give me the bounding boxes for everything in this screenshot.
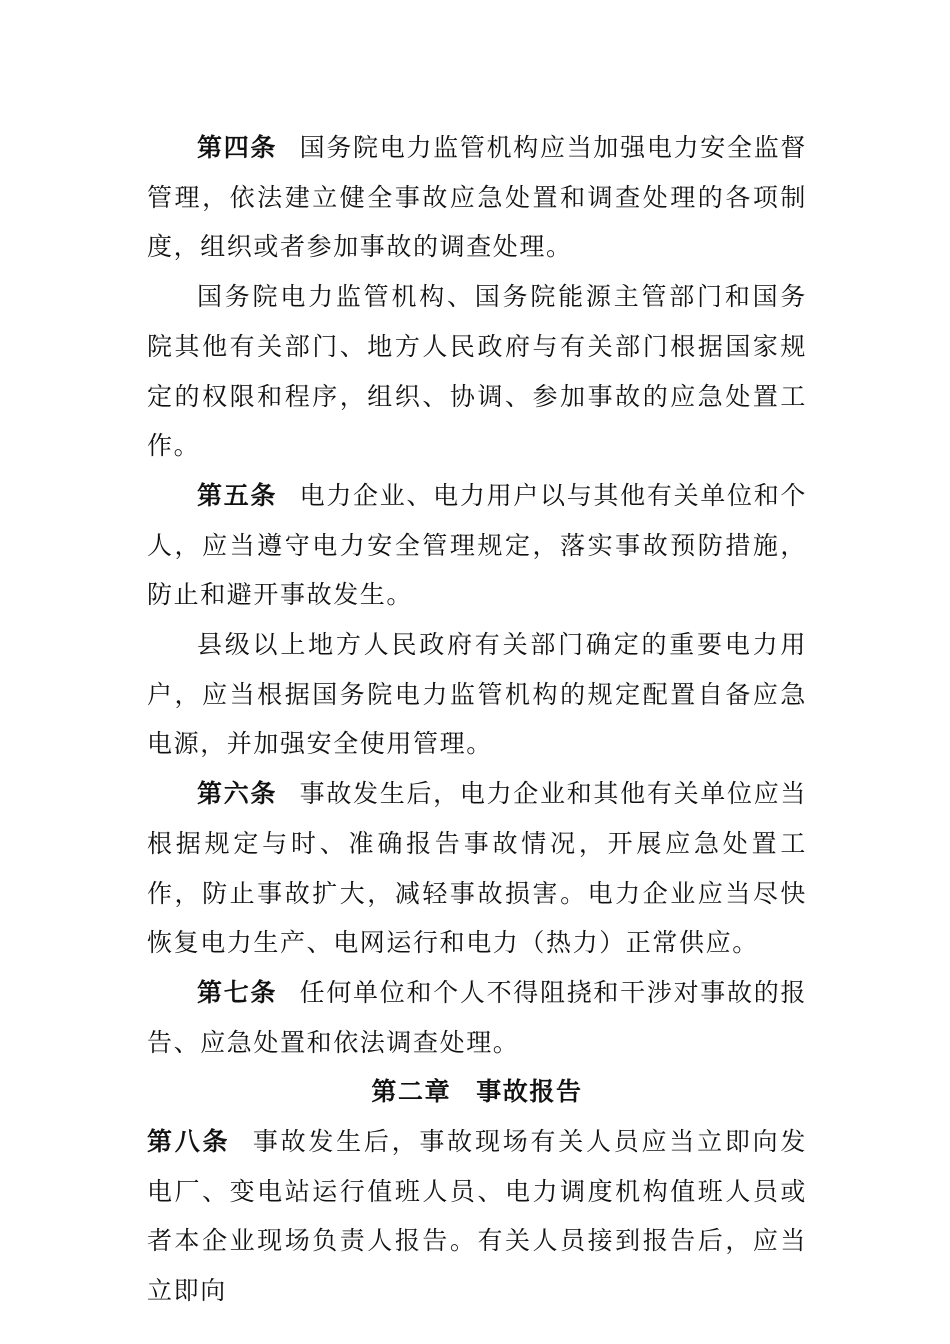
article-7-label: 第七条 bbox=[197, 977, 278, 1007]
chapter-number: 第二章 bbox=[371, 1077, 452, 1107]
article-5-label: 第五条 bbox=[197, 480, 278, 510]
article-7-text: 任何单位和个人不得阻挠和干涉对事故的报告、应急处置和依法调查处理。 bbox=[147, 977, 807, 1057]
article-5-paragraph-2: 县级以上地方人民政府有关部门确定的重要电力用户，应当根据国务院电力监管机构的规定配置自备应急电源，并加强安全使用管理。 bbox=[147, 630, 807, 759]
chapter-title: 事故报告 bbox=[476, 1077, 583, 1107]
article-4-text: 国务院电力监管机构应当加强电力安全监督管理，依法建立健全事故应急处置和调查处理的各项制度，组织或者参加事故的调查处理。 bbox=[147, 133, 807, 262]
chapter-heading bbox=[147, 1067, 807, 1117]
article-8 bbox=[147, 1117, 807, 1316]
article-6-text: 事故发生后，电力企业和其他有关单位应当根据规定与时、准确报告事故情况，开展应急处置工作，防止事故扩大，减轻事故损害。电力企业应当尽快恢复电力生产、电网运行和电力（热力）正常供应。 bbox=[147, 779, 807, 958]
article-4-paragraph-2: 国务院电力监管机构、国务院能源主管部门和国务院其他有关部门、地方人民政府与有关部门根据国家规定的权限和程序，组织、协调、参加事故的应急处置工作。 bbox=[147, 282, 807, 461]
article-7 bbox=[147, 968, 807, 1067]
article-6 bbox=[147, 769, 807, 968]
article-5 bbox=[147, 471, 807, 620]
article-5-text: 电力企业、电力用户以与其他有关单位和个人，应当遵守电力安全管理规定，落实事故预防措施，防止和避开事故发生。 bbox=[147, 480, 807, 610]
article-8-text: 事故发生后，事故现场有关人员应当立即向发电厂、变电站运行值班人员、电力调度机构值班人员或者本企业现场负责人报告。有关人员接到报告后，应当立即向 bbox=[147, 1127, 807, 1306]
article-6-label: 第六条 bbox=[197, 779, 278, 809]
article-4-label: 第四条 bbox=[197, 133, 278, 162]
document-page bbox=[147, 123, 807, 1316]
article-4 bbox=[147, 123, 807, 272]
article-8-label: 第八条 bbox=[147, 1127, 231, 1157]
